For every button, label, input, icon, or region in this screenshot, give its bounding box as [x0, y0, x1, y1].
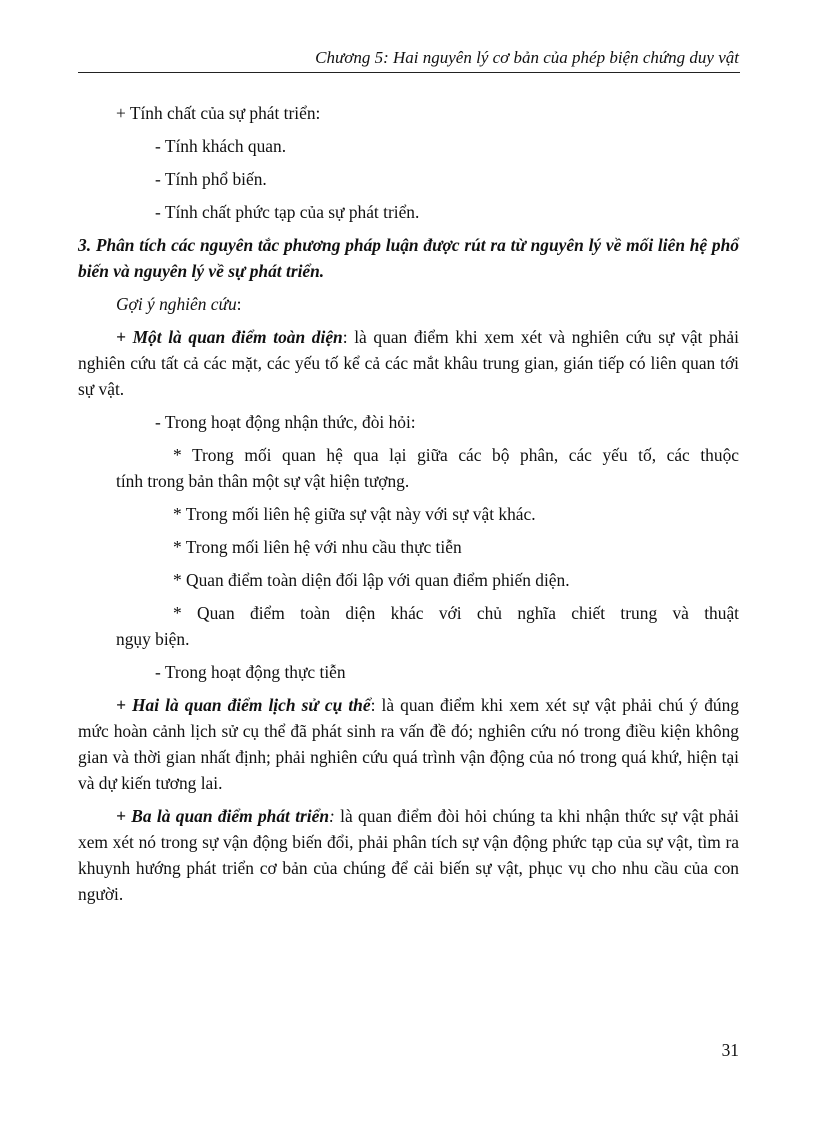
- header-divider: [78, 72, 740, 73]
- page-body: [78, 100, 739, 907]
- requirement-item-3: * Trong mối liên hệ với nhu cầu thực tiễn: [173, 537, 462, 557]
- principle-1-paragraph: [78, 324, 739, 402]
- study-hint-text: Gợi ý nghiên cứu: [116, 294, 237, 314]
- principle-3-colon: :: [329, 806, 335, 826]
- requirement-item-5-line2: ngụy biện.: [116, 629, 190, 649]
- requirement-item-4: * Quan điểm toàn diện đối lập với quan điểm phiến diện.: [173, 570, 570, 590]
- requirement-item-1-line2: tính trong bản thân một sự vật hiện tượng.: [116, 471, 410, 491]
- cognitive-activity-title: - Trong hoạt động nhận thức, đòi hỏi:: [155, 412, 416, 432]
- principle-3-text: là quan điểm đòi hỏi chúng ta khi nhận thức sự vật phải xem xét nó trong sự vận động biến đổi, phải phân tích sự vận động phức tạp của sự vật, tìm ra khuynh hướng phát triển cơ bản của chúng để cải biến sự vật, phục vụ cho nhu cầu của con người.: [78, 806, 739, 904]
- study-hint-label: [78, 291, 739, 317]
- development-properties-title: + Tính chất của sự phát triển:: [116, 103, 321, 123]
- principle-3-paragraph: [78, 803, 739, 907]
- question-3-heading: 3. Phân tích các nguyên tắc phương pháp luận được rút ra từ nguyên lý về mối liên hệ phổ biến và nguyên lý về sự phát triển.: [78, 235, 739, 281]
- study-hint-colon: :: [236, 294, 242, 314]
- development-property-item: - Tính chất phức tạp của sự phát triển.: [155, 202, 420, 222]
- practical-activity-title: - Trong hoạt động thực tiễn: [155, 662, 346, 682]
- requirement-item-2: * Trong mối liên hệ giữa sự vật này với sự vật khác.: [173, 504, 536, 524]
- page-number: 31: [721, 1040, 739, 1060]
- principle-2-title: + Hai là quan điểm lịch sử cụ thể: [116, 695, 371, 715]
- development-property-item: - Tính khách quan.: [155, 136, 287, 156]
- principle-3-title: + Ba là quan điểm phát triển: [116, 806, 330, 826]
- development-property-item: - Tính phổ biến.: [155, 169, 267, 189]
- requirement-item-5-line1: * Quan điểm toàn diện khác với chủ nghĩa chiết trung và thuật: [173, 603, 739, 623]
- principle-1-title: + Một là quan điểm toàn diện: [116, 327, 343, 347]
- principle-2-text: : là quan điểm khi xem xét sự vật phải chú ý đúng mức hoàn cảnh lịch sử cụ thể đã phát sinh ra vấn đề đó; nghiên cứu nó trong điều kiện không gian và thời gian nhất định; phải nghiên cứu quá trình vận động của nó trong quá khứ, hiện tại và dự kiến tương lai.: [78, 695, 739, 793]
- running-header: Chương 5: Hai nguyên lý cơ bản của phép biện chứng duy vật: [315, 48, 739, 67]
- principle-2-paragraph: [78, 692, 739, 796]
- principle-1-text: : là quan điểm khi xem xét và nghiên cứu sự vật phải nghiên cứu tất cả các mặt, các yếu tố kể cả các mắt khâu trung gian, gián tiếp có liên quan tới sự vật.: [78, 327, 739, 399]
- requirement-item-1-line1: * Trong mối quan hệ qua lại giữa các bộ phân, các yếu tố, các thuộc: [173, 445, 739, 465]
